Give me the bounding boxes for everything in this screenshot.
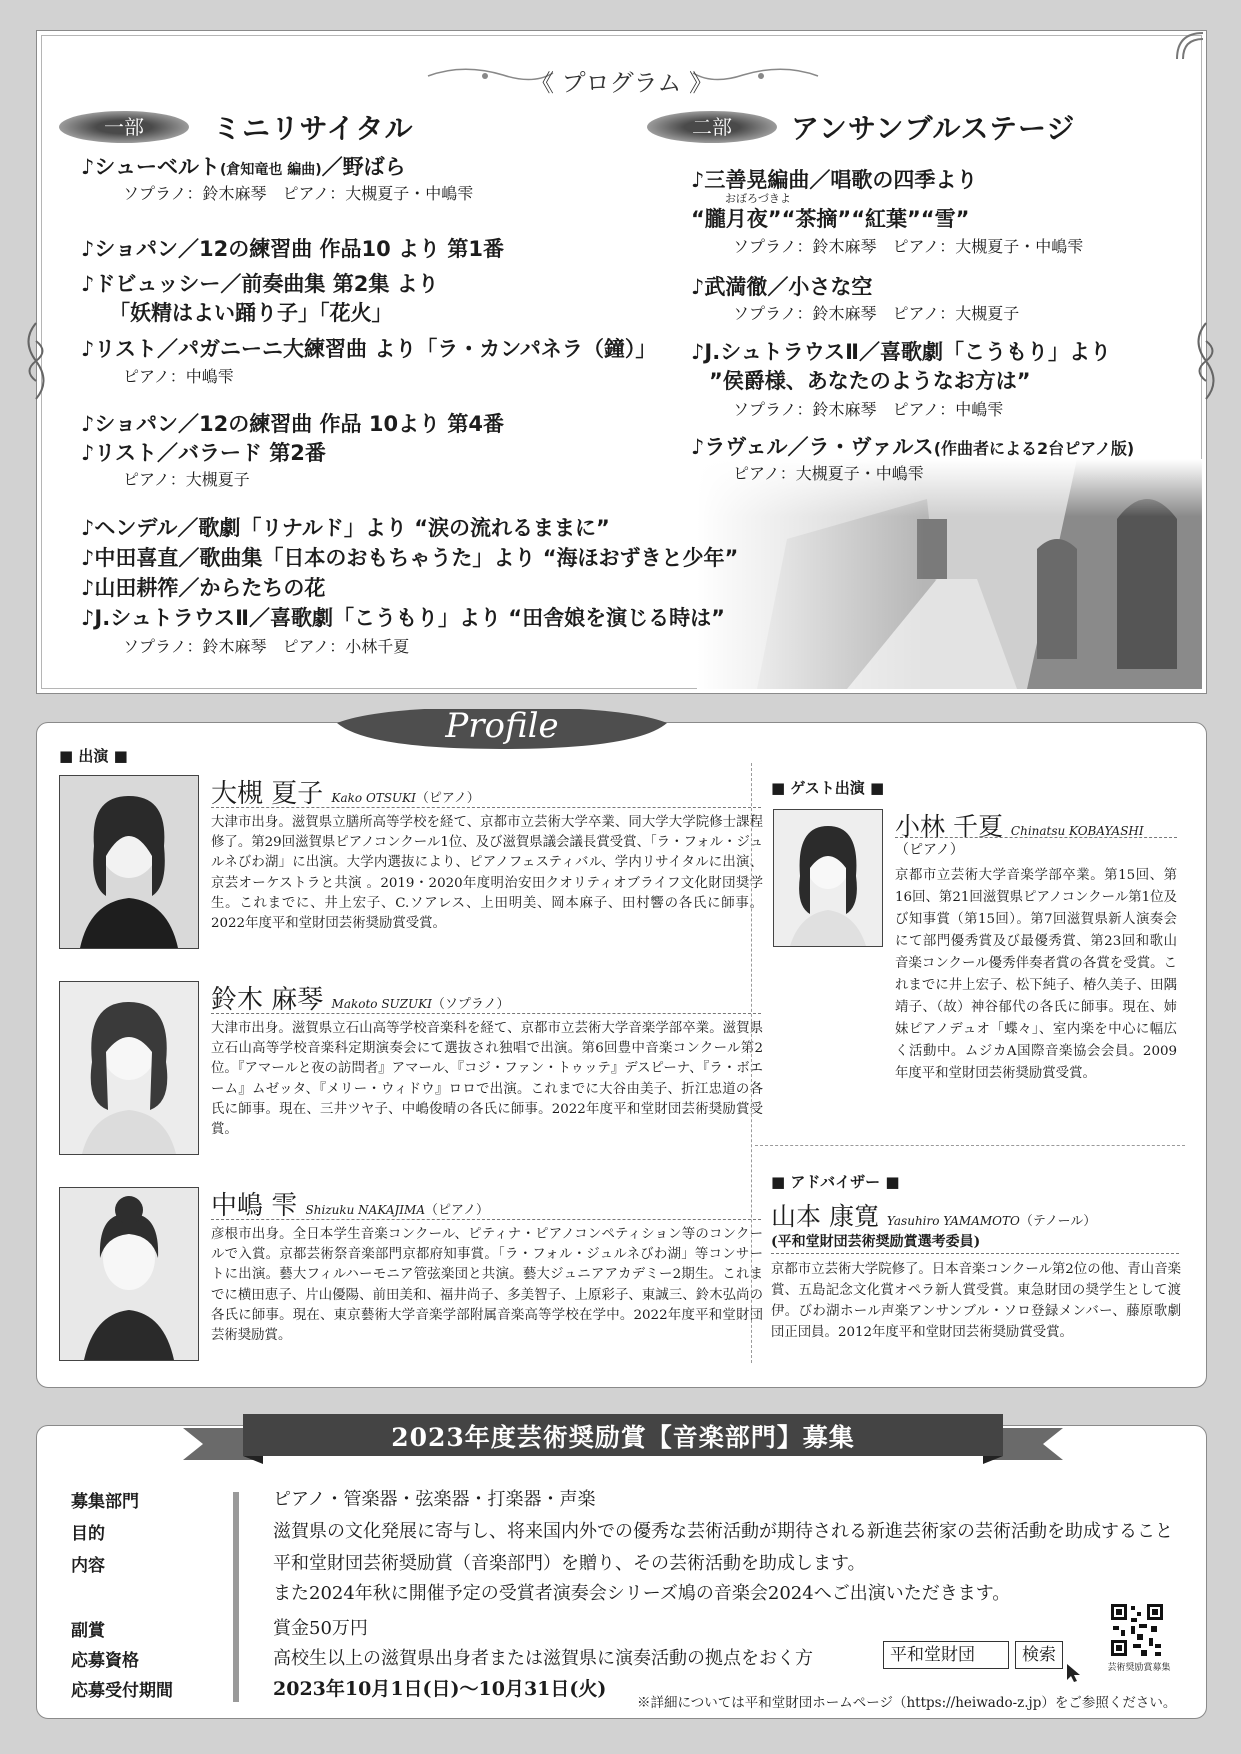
part1-performers: ピアノ：大槻夏子 (123, 470, 250, 489)
program-title: 《 プログラム 》 (529, 69, 714, 97)
name-underline (211, 807, 761, 808)
guest-bio: 京都市立芸術大学音楽学部卒業。第15回、第16回、第21回滋賀県ピアノコンクール第1位及び知事賞（第15回）。第7回滋賀県新人演奏会にて部門優秀賞及び最優秀賞、第23回和歌山音楽コンクール優秀伴奏者賞の各賞を受賞。これまでに井上宏子、松下純子、椿久美子、田隅靖子、（故）神谷郁代の各氏に師事。現在、姉妹ピアノデュオ「蝶々」、室内楽を中心に幅広く活動中。ムジカA国際音楽協会会員。2009年度平和堂財団芸術奨励賞受賞。 (895, 868, 1177, 1081)
part2-piece: ♪武満徹／小さな空 (691, 275, 873, 299)
part1-piece: ♪リスト／バラード 第2番 (81, 441, 326, 465)
part1-piece: ♪中田喜直／歌曲集「日本のおもちゃうた」より “海ほおずきと少年” (81, 546, 739, 570)
award-label: 募集部門 (71, 1492, 139, 1512)
award-value: 滋賀県の文化発展に寄与し、将来国内外での優秀な芸術活動が期待される新進芸術家の芸術活動を助成すること (273, 1521, 1173, 1542)
left-ornament (19, 321, 53, 401)
part1-piece: ♪ドビュッシー／前奏曲集 第2集 より (81, 272, 439, 296)
profile-heading: Profile (445, 706, 559, 746)
guest-label: ■ ゲスト出演 ■ (771, 779, 885, 797)
performer-name: 大槻 夏子 Kako OTSUKI（ピアノ） (211, 779, 480, 809)
award-title: 2023年度芸術奨励賞【音楽部門】募集 (391, 1423, 855, 1452)
part1-piece: ♪リスト／パガニーニ大練習曲 より「ラ・カンパネラ（鐘）」 (81, 337, 657, 361)
cursor-icon (1065, 1662, 1085, 1684)
part2-piece: ♪ラヴェル／ラ・ヴァルス(作曲者による2台ピアノ版) (691, 435, 1135, 459)
advisor-name: 山本 康寛 Yasuhiro YAMAMOTO（テノール） (771, 1202, 1097, 1231)
part2-performers: ソプラノ：鈴木麻琴 ピアノ：中嶋雫 (733, 400, 1004, 419)
advisor-bio: 京都市立芸術大学院修了。日本音楽コンクール第2位の他、青山音楽賞、五島記念文化賞オペラ新人賞受賞。東急財団の奨学生として渡伊。びわ湖ホール声楽アンサンブル・ソロ登録メンバー、藤原歌劇団正団員。2012年度平和堂財団芸術奨励賞受賞。 (771, 1262, 1181, 1340)
part1-piece-detail: 「妖精はよい踊り子」「花火」 (109, 301, 393, 325)
street-scene-image (697, 459, 1202, 689)
qr-caption: 芸術奨励賞募集 (1107, 1663, 1171, 1673)
award-value: 2023年10月1日(日)〜10月31日(火) (273, 1678, 607, 1700)
part2-ruby: おぼろづきよ (725, 192, 791, 205)
column-separator (751, 763, 752, 1363)
award-panel (36, 1425, 1207, 1719)
award-label: 応募受付期間 (71, 1681, 173, 1701)
part1-title: ミニリサイタル (213, 112, 414, 145)
part1-piece: ♪ショパン／12の練習曲 作品10 より 第1番 (81, 237, 504, 261)
program-panel (36, 30, 1207, 694)
performer-name: 鈴木 麻琴 Makoto SUZUKI（ソプラノ） (211, 985, 510, 1015)
award-value: ピアノ・管楽器・弦楽器・打楽器・声楽 (273, 1489, 596, 1510)
award-value: また2024年秋に開催予定の受賞者演奏会シリーズ鳩の音楽会2024へご出演いただきます。 (273, 1583, 1011, 1604)
part1-piece: ♪山田耕筰／からたちの花 (81, 576, 326, 600)
section-separator (755, 1145, 1185, 1146)
part2-piece-detail: “朧月夜”“茶摘”“紅葉”“雪” (691, 207, 970, 231)
part2-piece: ♪三善晃編曲／唱歌の四季より (691, 168, 978, 192)
award-banner-box (183, 1408, 1063, 1452)
award-label: 目的 (71, 1524, 105, 1544)
performers-label: ■ 出演 ■ (59, 747, 128, 765)
part2-performers: ソプラノ：鈴木麻琴 ピアノ：大槻夏子・中嶋雫 (733, 237, 1084, 256)
part1-performers: ソプラノ：鈴木麻琴 ピアノ：小林千夏 (123, 637, 410, 656)
advisor-label: ■ アドバイザー ■ (771, 1173, 900, 1191)
part2-title: アンサンブルステージ (791, 112, 1076, 145)
part2-piece: ♪J.シュトラウスⅡ／喜歌劇「こうもり」より (691, 340, 1111, 364)
award-value: 平和堂財団芸術奨励賞（音楽部門）を贈り、その芸術活動を助成します。 (273, 1553, 866, 1574)
part1-performers: ソプラノ：鈴木麻琴 ピアノ：大槻夏子・中嶋雫 (123, 184, 474, 203)
performer-bio: 彦根市出身。全日本学生音楽コンクール、ピティナ・ピアノコンペティション等のコンクールで入賞。京都芸術祭音楽部門京都府知事賞。「ラ・フォル・ジュルネびわ湖」等コンサートに出演。藝大フィルハーモニア管弦楽団と共演。藝大ジュニアアカデミー2期生。これまでに横田恵子、片山優陽、前田美和、福井尚子、多美智子、上原彩子、東誠三、鈴木弘尚の各氏に師事。現在、東京藝術大学音楽学部附属音楽高等学校在学中。2022年度平和堂財団芸術奨励賞。 (211, 1227, 763, 1344)
part2-badge: 二部 (647, 111, 777, 143)
guest-role: （ピアノ） (895, 842, 964, 858)
advisor-subtitle: (平和堂財団芸術奨励賞選考委員) (771, 1234, 981, 1250)
label-divider-bar (233, 1492, 239, 1702)
award-value: 高校生以上の滋賀県出身者または滋賀県に演奏活動の拠点をおく方 (273, 1648, 813, 1669)
portrait-photo (773, 809, 883, 947)
qr-code-icon (1111, 1604, 1163, 1656)
part1-badge: 一部 (59, 111, 189, 143)
part1-piece: ♪ショパン／12の練習曲 作品 10より 第4番 (81, 412, 504, 436)
part2-piece-detail: ”侯爵様、あなたのようなお方は” (709, 369, 1031, 393)
performer-name: 中嶋 雫 Shizuku NAKAJIMA（ピアノ） (211, 1191, 489, 1221)
part1-piece: ♪シューベルト(倉知竜也 編曲)／野ばら (81, 155, 406, 179)
portrait-photo (59, 775, 199, 949)
portrait-photo (59, 981, 199, 1155)
part2-performers: ソプラノ：鈴木麻琴 ピアノ：大槻夏子 (733, 304, 1020, 323)
award-label: 内容 (71, 1556, 105, 1576)
part1-piece: ♪ヘンデル／歌劇「リナルド」より “涙の流れるままに” (81, 516, 610, 540)
part1-piece: ♪J.シュトラウスⅡ／喜歌劇「こうもり」より “田舎娘を演じる時は” (81, 606, 725, 630)
award-value: 賞金50万円 (273, 1618, 368, 1639)
name-underline (895, 837, 1177, 838)
search-button[interactable]: 検索 (1015, 1641, 1063, 1669)
part1-performers: ピアノ：中嶋雫 (123, 367, 234, 386)
profile-panel (36, 706, 1207, 1388)
performer-bio: 大津市出身。滋賀県立膳所高等学校を経て、京都市立芸術大学卒業、同大学大学院修士課程修了。第29回滋賀県ピアノコンクール1位、及び滋賀県議会議長賞受賞、「ラ・フォル・ジュルネびわ湖」に出演。大学内選抜により、ピアノフェスティバル、学内リサイタルに出演、京芸オーケストラと共演 。2019・2020年度明治安田クオリティオブライフ文化財団奨学生。これまでに、井上宏子、C.ソアレス、上田明美、岡本麻子、田村響の各氏に師事。2022年度平和堂財団芸術奨励賞受賞。 (211, 815, 763, 932)
right-ornament (1189, 321, 1223, 401)
corner-ornament (1175, 31, 1205, 61)
award-label: 副賞 (71, 1621, 105, 1641)
award-label: 応募資格 (71, 1651, 139, 1671)
name-underline (771, 1253, 1179, 1254)
profile-heading-box (337, 706, 667, 749)
performer-bio: 大津市出身。滋賀県立石山高等学校音楽科を経て、京都市立芸術大学音楽学部卒業。滋賀県立石山高等学校音楽科定期演奏会にて選抜され独唱で出演。第6回豊中音楽コンクール第2位。『アマールと夜の訪問者』アマール、『コジ・ファン・トゥッテ』デスピーナ、『ラ・ボエーム』ムゼッタ、『メリー・ウィドウ』ロロで出演。これまでに大谷由美子、折江忠道の各氏に師事。現在、三井ツヤ子、中嶋俊晴の各氏に師事。2022年度平和堂財団芸術奨励賞受賞。 (211, 1021, 763, 1138)
guest-name: 小林 千夏 Chinatsu KOBAYASHI (895, 812, 1144, 841)
website-note: ※詳細については平和堂財団ホームページ（https://heiwado-z.jp）をご参照ください。 (637, 1695, 1177, 1711)
name-underline (211, 1219, 761, 1220)
name-underline (211, 1013, 761, 1014)
search-term-box[interactable]: 平和堂財団 (883, 1641, 1009, 1669)
part2-performers: ピアノ：大槻夏子・中嶋雫 (733, 464, 924, 483)
portrait-photo (59, 1187, 199, 1361)
